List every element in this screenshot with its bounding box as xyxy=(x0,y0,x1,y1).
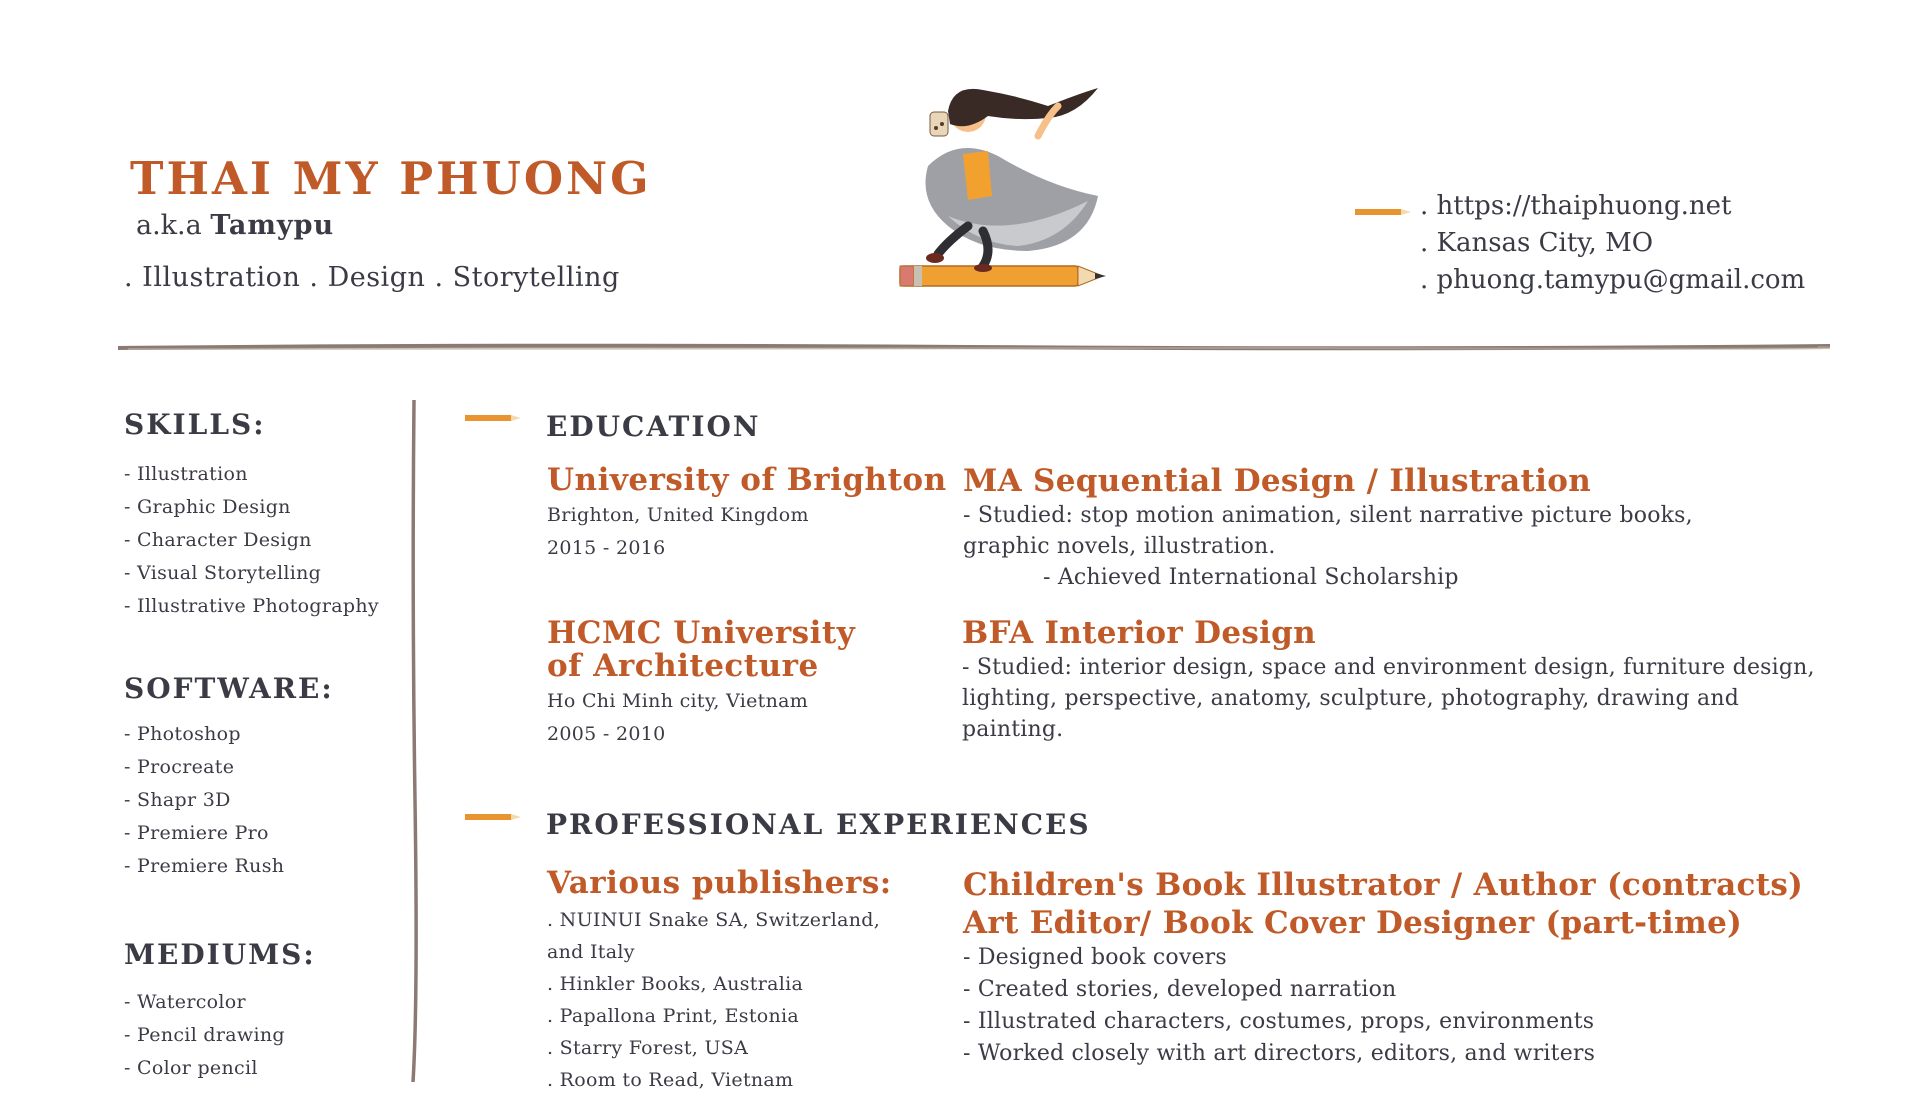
skills-heading: SKILLS: xyxy=(124,408,266,441)
school-name: HCMC University xyxy=(547,615,856,651)
education-heading: EDUCATION xyxy=(546,410,761,443)
contact-website[interactable]: . https://thaiphuong.net xyxy=(1420,191,1732,221)
education-entry-1-degree xyxy=(963,462,1693,593)
list-item: - Graphic Design xyxy=(124,496,291,518)
list-item: - Premiere Pro xyxy=(124,822,269,844)
list-item: - Visual Storytelling xyxy=(124,562,322,584)
degree-detail: - Studied: interior design, space and environment design, furniture design, xyxy=(962,655,1815,680)
list-item: - Shapr 3D xyxy=(124,789,231,811)
list-item: . NUINUI Snake SA, Switzerland, xyxy=(547,909,881,931)
role-title: Children's Book Illustrator / Author (contracts) xyxy=(963,867,1804,903)
resume-name: THAI MY PHUONG xyxy=(130,152,652,205)
mediums-list xyxy=(124,986,285,1085)
software-list xyxy=(124,718,284,883)
column-divider xyxy=(408,400,420,1082)
degree-detail: - Achieved International Scholarship xyxy=(1043,565,1459,590)
skills-list xyxy=(124,458,379,623)
list-item: and Italy xyxy=(547,941,635,963)
experience-pencil-icon xyxy=(465,812,523,822)
pencil-bullet-icon xyxy=(1355,207,1413,217)
list-item: - Illustration xyxy=(124,463,248,485)
degree-title: BFA Interior Design xyxy=(962,615,1316,651)
experience-roles xyxy=(963,866,1803,1070)
list-item: - Character Design xyxy=(124,529,312,551)
list-item: - Photoshop xyxy=(124,723,241,745)
school-years: 2005 - 2010 xyxy=(547,723,666,745)
school-location: Brighton, United Kingdom xyxy=(547,504,809,526)
degree-detail: painting. xyxy=(962,717,1064,742)
role-title: Art Editor/ Book Cover Designer (part-time) xyxy=(963,905,1743,941)
experience-org xyxy=(547,867,892,1096)
contact-email[interactable]: . phuong.tamypu@gmail.com xyxy=(1420,265,1806,295)
list-item: . Hinkler Books, Australia xyxy=(547,973,804,995)
degree-title: MA Sequential Design / Illustration xyxy=(963,463,1592,499)
school-name: University of Brighton xyxy=(547,462,947,498)
list-item: . Room to Read, Vietnam xyxy=(547,1069,794,1091)
header-divider xyxy=(118,342,1830,352)
alias-prefix: a.k.a xyxy=(136,210,211,241)
school-years: 2015 - 2016 xyxy=(547,537,666,559)
list-item: - Pencil drawing xyxy=(124,1024,285,1046)
tagline: . Illustration . Design . Storytelling xyxy=(124,262,620,293)
list-item: - Illustrative Photography xyxy=(124,595,379,617)
software-heading: SOFTWARE: xyxy=(124,672,334,705)
list-item: - Procreate xyxy=(124,756,235,778)
list-item: - Worked closely with art directors, editors, and writers xyxy=(963,1041,1596,1066)
publisher-list xyxy=(547,904,892,1096)
education-entry-1-school xyxy=(547,464,947,565)
education-entry-2-degree xyxy=(962,614,1815,745)
list-item: - Designed book covers xyxy=(963,945,1227,970)
list-item: . Papallona Print, Estonia xyxy=(547,1005,800,1027)
alias xyxy=(136,210,334,241)
contact-info xyxy=(1420,188,1805,299)
degree-detail: lighting, perspective, anatomy, sculpture, photography, drawing and xyxy=(962,686,1739,711)
alias-name: Tamypu xyxy=(210,210,335,241)
character-illustration xyxy=(888,76,1138,298)
list-item: - Watercolor xyxy=(124,991,246,1013)
list-item: - Created stories, developed narration xyxy=(963,977,1397,1002)
list-item: - Color pencil xyxy=(124,1057,258,1079)
education-entry-2-school xyxy=(547,617,855,751)
degree-detail: graphic novels, illustration. xyxy=(963,534,1276,559)
experience-heading: PROFESSIONAL EXPERIENCES xyxy=(546,808,1091,841)
list-item: . Starry Forest, USA xyxy=(547,1037,749,1059)
list-item: - Premiere Rush xyxy=(124,855,285,877)
org-name: Various publishers: xyxy=(547,865,892,901)
list-item: - Illustrated characters, costumes, props, environments xyxy=(963,1009,1595,1034)
duties-list xyxy=(963,942,1803,1070)
degree-detail: - Studied: stop motion animation, silent narrative picture books, xyxy=(963,503,1693,528)
education-pencil-icon xyxy=(465,413,523,423)
contact-location: . Kansas City, MO xyxy=(1420,228,1654,258)
school-name: of Architecture xyxy=(547,648,819,684)
school-location: Ho Chi Minh city, Vietnam xyxy=(547,690,809,712)
mediums-heading: MEDIUMS: xyxy=(124,938,316,971)
